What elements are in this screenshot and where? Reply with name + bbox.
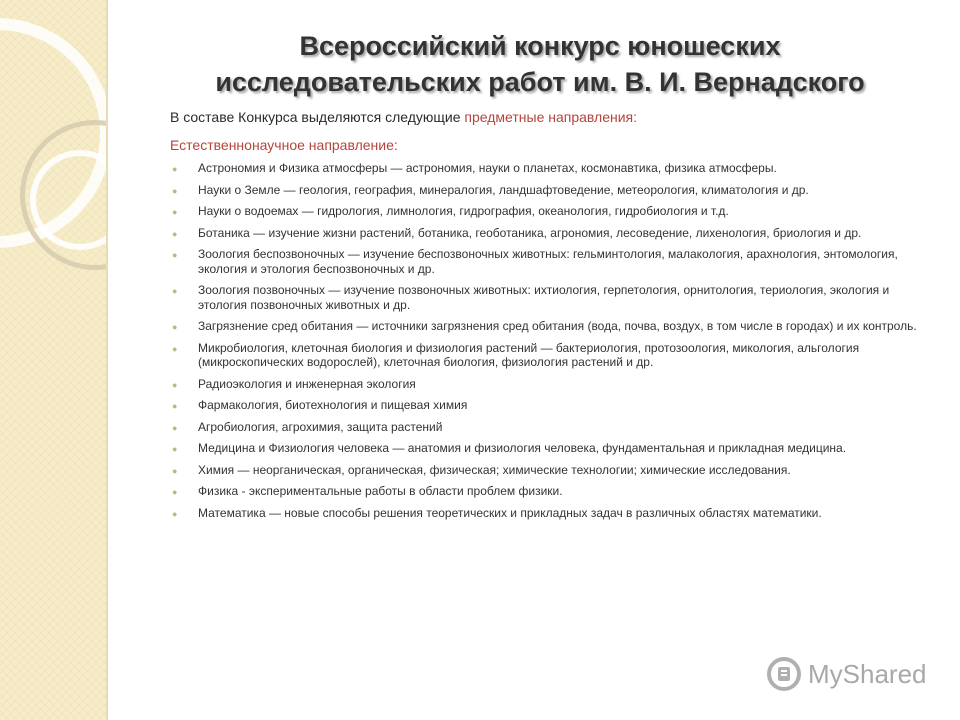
- list-item: [170, 506, 928, 521]
- title-line-1: Всероссийский конкурс юношеских: [299, 31, 781, 61]
- list-item-text: Фармакология, биотехнология и пищевая химия: [198, 398, 468, 412]
- list-item: [170, 420, 928, 435]
- list-item: [170, 377, 928, 392]
- list-item-text: Радиоэкология и инженерная экология: [198, 376, 416, 391]
- title-line-2: исследовательских работ им. В. И. Вернадского: [215, 67, 865, 97]
- directions-list: [170, 161, 930, 520]
- sidebar-divider: [106, 0, 108, 720]
- bullet-icon: ●: [172, 465, 178, 476]
- bullet-icon: ●: [172, 444, 178, 454]
- list-item-text: Зоология позвоночных — изучение позвоночных животных: ихтиология, герпетология, орнитология, териология, экология и этология позвоночных животных и др.: [198, 283, 890, 312]
- list-item: [170, 283, 928, 312]
- decorative-sidebar: [0, 0, 107, 720]
- list-item-text: Астрономия и Физика атмосферы — астрономия, науки о планетах, космонавтика, физика атмосферы.: [198, 161, 777, 175]
- list-item-text: Химия — неорганическая, органическая, физическая; химические технологии; химические исследования.: [198, 462, 791, 477]
- intro-highlight: предметные направления:: [464, 109, 638, 125]
- bullet-icon: ●: [172, 379, 178, 390]
- list-item: [170, 204, 928, 219]
- bullet-icon: ●: [172, 286, 178, 296]
- bullet-icon: ●: [172, 228, 178, 239]
- list-item-text: Медицина и Физиология человека — анатомия и физиология человека, фундаментальная и прикладная медицина.: [198, 441, 847, 455]
- list-item: [170, 319, 928, 334]
- bullet-icon: ●: [172, 250, 178, 260]
- list-item: [170, 226, 928, 241]
- list-item-text: Физика - экспериментальные работы в области проблем физики.: [198, 484, 563, 498]
- list-item: [170, 341, 928, 370]
- bullet-icon: ●: [172, 401, 178, 411]
- list-item-text: Микробиология, клеточная биология и физиология растений — бактериология, протозоология, микология, альгология (микроскопических водорослей), клеточная биология, физиология растений и др.: [198, 340, 860, 369]
- bullet-icon: ●: [172, 185, 178, 196]
- list-item: [170, 161, 928, 176]
- list-item: [170, 247, 928, 276]
- bullet-icon: ●: [172, 508, 178, 519]
- watermark-text: MyShared: [808, 658, 927, 689]
- watermark: [766, 654, 927, 694]
- intro-text: В составе Конкурса выделяются следующие: [170, 109, 465, 125]
- list-item-text: Агробиология, агрохимия, защита растений: [198, 419, 443, 434]
- bullet-icon: ●: [172, 343, 178, 354]
- bullet-icon: ●: [172, 322, 178, 332]
- list-item-text: Науки о Земле — геология, география, минералогия, ландшафтоведение, метеорология, климатология и др.: [198, 182, 809, 197]
- section-heading: Естественнонаучное направление:: [170, 137, 398, 153]
- intro-paragraph: [170, 108, 930, 126]
- list-item: [170, 484, 928, 499]
- bullet-icon: ●: [172, 487, 178, 497]
- bullet-icon: ●: [172, 164, 178, 174]
- page-title: [160, 28, 920, 100]
- list-item: [170, 463, 928, 478]
- list-item-text: Математика — новые способы решения теоретических и прикладных задач в различных областях математики.: [198, 505, 822, 520]
- bullet-icon: ●: [172, 207, 178, 217]
- list-item-text: Загрязнение сред обитания — источники загрязнения сред обитания (вода, почва, воздух, в том числе в городах) и их контроль.: [198, 319, 917, 333]
- list-item-text: Зоология беспозвоночных — изучение беспозвоночных животных: гельминтология, малакология, арахнология, энтомология, экология и этология беспозвоночных и др.: [198, 247, 898, 276]
- list-item: [170, 441, 928, 456]
- list-item-text: Науки о водоемах — гидрология, лимнология, гидрография, океанология, гидробиология и т.д.: [198, 204, 729, 218]
- list-item: [170, 183, 928, 198]
- list-item-text: Ботаника — изучение жизни растений, ботаника, геоботаника, агрономия, лесоведение, лихенология, бриология и др.: [198, 225, 862, 240]
- slide-content: [170, 108, 930, 527]
- myshared-logo-icon: [766, 656, 802, 692]
- bullet-icon: ●: [172, 422, 178, 433]
- list-item: [170, 398, 928, 413]
